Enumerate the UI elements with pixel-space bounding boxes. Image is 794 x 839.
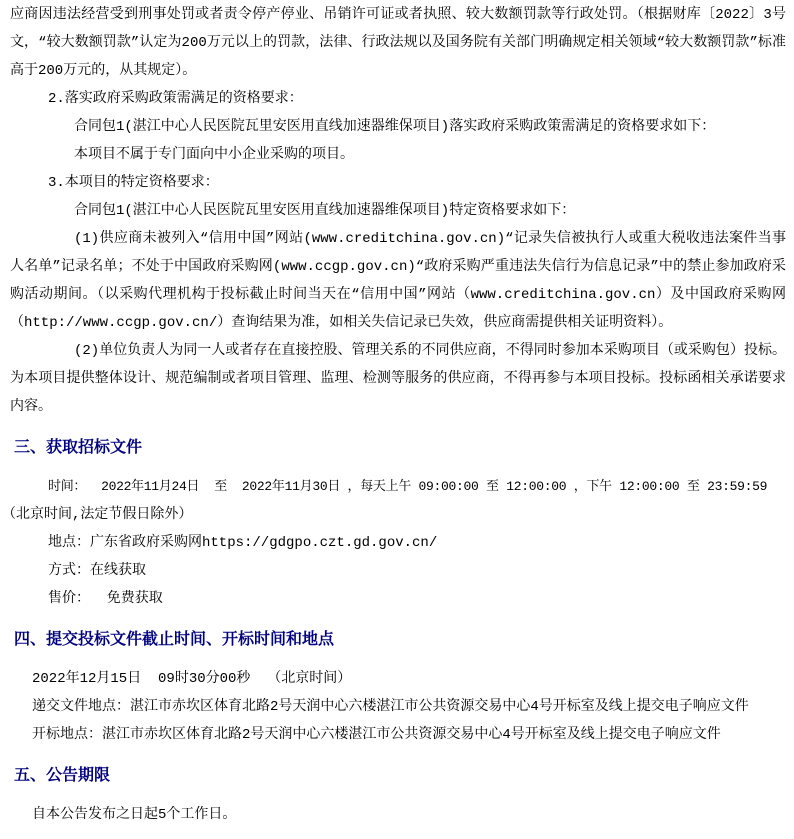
announcement-period-line: 自本公告发布之日起5个工作日。 bbox=[32, 807, 237, 823]
obtain-method-line: 方式：在线获取 bbox=[48, 563, 146, 579]
smes-exclusion-line: 本项目不属于专门面向中小企业采购的项目。 bbox=[74, 147, 354, 163]
price-line: 售价： 免费获取 bbox=[48, 591, 163, 607]
time-note-line: （北京时间,法定节假日除外） bbox=[2, 507, 193, 523]
contract-package-1-specific-line: 合同包1(湛江中心人民医院瓦里安医用直线加速器维保项目)特定资格要求如下： bbox=[74, 203, 576, 219]
item-3-title: 3.本项目的特定资格要求： bbox=[48, 175, 219, 191]
bid-deadline-line: 2022年12月15日 09时30分00秒 （北京时间） bbox=[32, 671, 352, 687]
same-person-restriction-paragraph: (2)单位负责人为同一人或者存在直接控股、管理关系的不同供应商，不得同时参加本采购项目（或采购包）投标。为本项目提供整体设计、规范编制或者项目管理、监理、检测等服务的供应商，不得再参与本项目投标。投标函相关承诺要求内容。 bbox=[10, 343, 786, 415]
contract-package-1-policy-line: 合同包1(湛江中心人民医院瓦里安医用直线加速器维保项目)落实政府采购政策需满足的资格要求如下： bbox=[74, 119, 716, 135]
section-4-heading: 四、提交投标文件截止时间、开标时间和地点 bbox=[14, 631, 335, 648]
document-place-line: 地点：广东省政府采购网https://gdgpo.czt.gd.gov.cn/ bbox=[48, 535, 438, 551]
document-time-line: 时间： 2022年11月24日 至 2022年11月30日 ，每天上午 09:00:00 至 12:00:00 ，下午 12:00:00 至 23:59:59 bbox=[48, 479, 768, 494]
bid-opening-place-line: 开标地点：湛江市赤坎区体育北路2号天润中心六楼湛江市公共资源交易中心4号开标室及线上提交电子响应文件 bbox=[32, 727, 721, 743]
section-5-heading: 五、公告期限 bbox=[14, 767, 111, 784]
intro-paragraph: 应商因违法经营受到刑事处罚或者责令停产停业、吊销许可证或者执照、较大数额罚款等行政处罚。（根据财库〔2022〕3号文，“较大数额罚款”认定为200万元以上的罚款，法律、行政法规以及国务院有关部门明确规定相关领域“较大数额罚款”标准高于200万元的，从其规定）。 bbox=[10, 7, 786, 79]
item-2-title: 2.落实政府采购政策需满足的资格要求： bbox=[48, 91, 303, 107]
credit-china-paragraph: (1)供应商未被列入“信用中国”网站(www.creditchina.gov.cn)“记录失信被执行人或重大税收违法案件当事人名单”记录名单；不处于中国政府采购网(www.ccgp.gov.cn)“政府采购严重违法失信行为信息记录”中的禁止参加政府采购活动期间。（以采购代理机构于投标截止时间当天在“信用中国”网站（www.creditchina.gov.cn）及中国政府采购网（http://www.ccgp.gov.cn/）查询结果为准，如相关失信记录已失效，供应商需提供相关证明资料）。 bbox=[10, 231, 786, 331]
section-3-heading: 三、获取招标文件 bbox=[14, 439, 143, 456]
submit-place-line: 递交文件地点：湛江市赤坎区体育北路2号天润中心六楼湛江市公共资源交易中心4号开标室及线上提交电子响应文件 bbox=[32, 699, 749, 715]
